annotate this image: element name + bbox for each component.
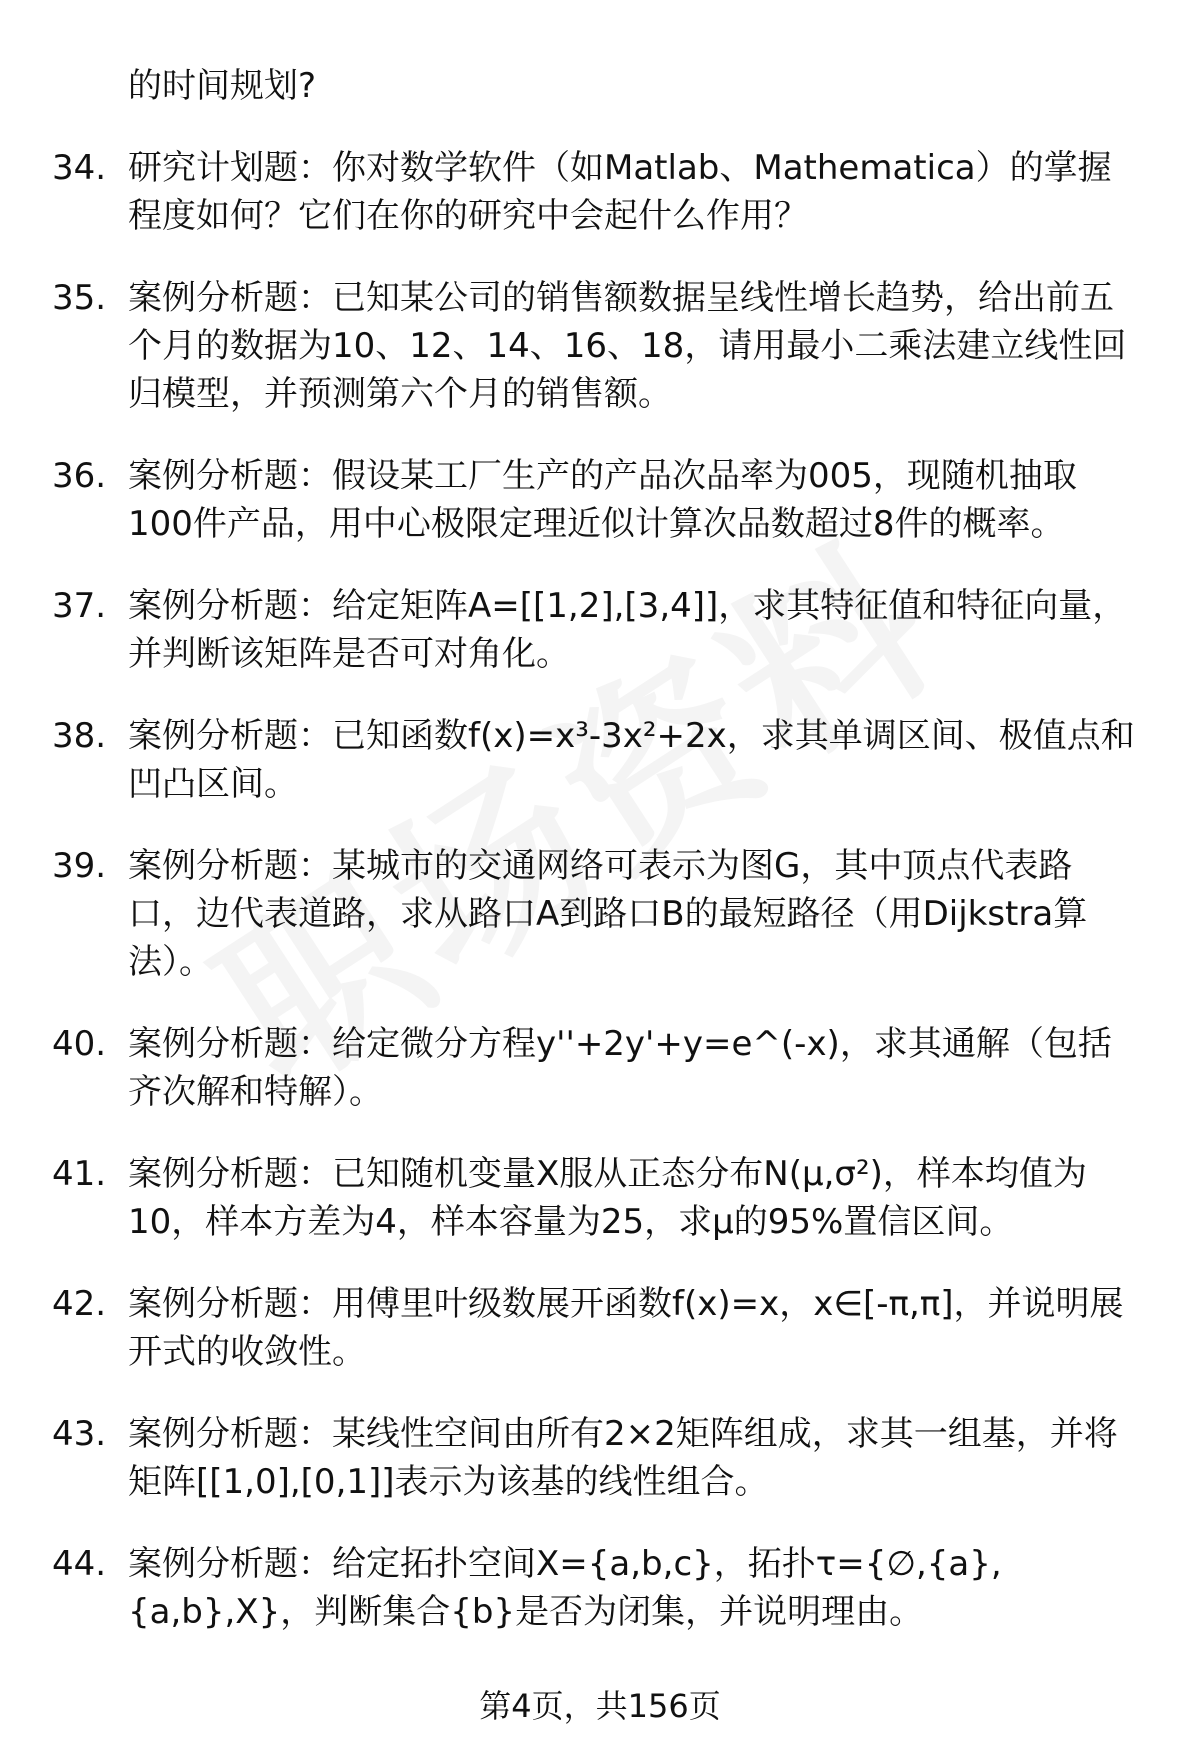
question-text: 案例分析题：已知某公司的销售额数据呈线性增长趋势，给出前五个月的数据为10、12、14、16、18，请用最小二乘法建立线性回归模型，并预测第六个月的销售额。 [128,278,1127,414]
question-item [0,144,1138,240]
question-item [0,1280,1138,1376]
question-item [0,582,1138,678]
question-number: 42. [52,1284,107,1324]
question-number: 37. [52,586,107,626]
lead-continuation-text: 的时间规划? [128,66,317,106]
question-number: 40. [52,1024,107,1064]
question-number: 44. [52,1544,107,1584]
question-number: 38. [52,716,107,756]
question-text: 案例分析题：已知函数f(x)=x³-3x²+2x，求其单调区间、极值点和凹凸区间。 [128,716,1135,804]
question-number: 34. [52,148,107,188]
question-number: 41. [52,1154,107,1194]
question-item [0,1410,1138,1506]
document-content [0,62,1200,1636]
question-number: 35. [52,278,107,318]
question-item [0,1540,1138,1636]
question-item [0,452,1138,548]
question-item [0,712,1138,808]
question-text: 案例分析题：已知随机变量X服从正态分布N(μ,σ²)，样本均值为10，样本方差为4，样本容量为25，求μ的95%置信区间。 [128,1154,1087,1242]
question-number: 36. [52,456,107,496]
question-text: 案例分析题：给定矩阵A=[[1,2],[3,4]]，求其特征值和特征向量，并判断该矩阵是否可对角化。 [128,586,1127,674]
question-item [0,1150,1138,1246]
question-number: 43. [52,1414,107,1454]
question-number: 39. [52,846,107,886]
question-text: 案例分析题：给定拓扑空间X={a,b,c}，拓扑τ={∅,{a},{a,b},X}，判断集合{b}是否为闭集，并说明理由。 [128,1544,1002,1632]
page-footer: 第4页，共156页 [479,1687,721,1725]
question-text: 案例分析题：用傅里叶级数展开函数f(x)=x，x∈[-π,π]，并说明展开式的收敛性。 [128,1284,1124,1372]
question-text: 案例分析题：假设某工厂生产的产品次品率为005，现随机抽取100件产品，用中心极限定理近似计算次品数超过8件的概率。 [128,456,1077,544]
question-text: 案例分析题：某城市的交通网络可表示为图G，其中顶点代表路口，边代表道路，求从路口A到路口B的最短路径（用Dijkstra算法）。 [128,846,1088,982]
question-text: 研究计划题：你对数学软件（如Matlab、Mathematica）的掌握程度如何？它们在你的研究中会起什么作用？ [128,148,1112,236]
question-item [0,274,1138,418]
question-item [0,842,1138,986]
question-list [0,144,1200,1636]
question-text: 案例分析题：某线性空间由所有2×2矩阵组成，求其一组基，并将矩阵[[1,0],[0,1]]表示为该基的线性组合。 [128,1414,1118,1502]
question-item [0,1020,1138,1116]
question-text: 案例分析题：给定微分方程y''+2y'+y=e^(-x)，求其通解（包括齐次解和特解）。 [128,1024,1112,1112]
